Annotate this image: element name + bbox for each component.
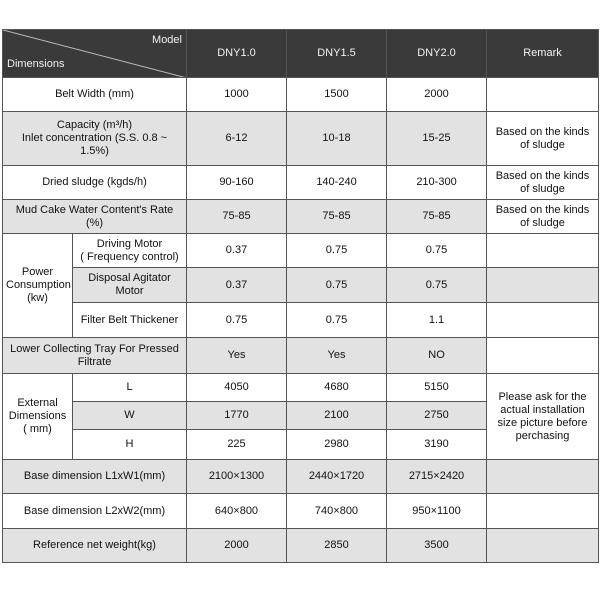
table-row-external-l bbox=[3, 374, 599, 402]
row-label bbox=[3, 112, 187, 166]
cell-value: 2100 bbox=[287, 402, 387, 430]
cell-value: 3190 bbox=[387, 430, 487, 460]
cell-value: 140-240 bbox=[287, 166, 387, 200]
table-row-mud-cake bbox=[3, 200, 599, 234]
row-label: Base dimension L2xW2(mm) bbox=[3, 494, 187, 529]
cell-value: 15-25 bbox=[387, 112, 487, 166]
table-row-base-l2w2 bbox=[3, 494, 599, 529]
header-row bbox=[3, 30, 599, 78]
remark-cell: Based on the kinds of sludge bbox=[487, 112, 599, 166]
table-row-power-agitator-motor bbox=[3, 268, 599, 303]
row-label-line: ( Frequency control) bbox=[80, 250, 179, 263]
cell-value: 2750 bbox=[387, 402, 487, 430]
group-label-line: ( mm) bbox=[23, 423, 52, 435]
cell-value: 2715×2420 bbox=[387, 460, 487, 494]
cell-value: 2000 bbox=[187, 529, 287, 563]
remark-cell bbox=[487, 494, 599, 529]
cell-value: 2000 bbox=[387, 78, 487, 112]
table-row-dried-sludge bbox=[3, 166, 599, 200]
cell-value: 1500 bbox=[287, 78, 387, 112]
group-label-line: Dimensions bbox=[8, 410, 67, 422]
remark-cell bbox=[487, 303, 599, 338]
model-header-dny2-0: DNY2.0 bbox=[387, 30, 487, 78]
cell-value: 740×800 bbox=[287, 494, 387, 529]
row-label: W bbox=[73, 402, 187, 430]
row-label: Filter Belt Thickener bbox=[73, 303, 187, 338]
row-label-line: Capacity (m³/h) bbox=[56, 119, 133, 131]
remark-cell bbox=[487, 529, 599, 563]
table-row-lower-tray bbox=[3, 338, 599, 374]
cell-value: 2850 bbox=[287, 529, 387, 563]
row-label-line: Lower Collecting Tray For Pressed bbox=[10, 342, 179, 355]
cell-value: 0.75 bbox=[187, 303, 287, 338]
cell-value: 75-85 bbox=[187, 200, 287, 234]
row-label bbox=[3, 338, 187, 374]
cell-value: Yes bbox=[187, 338, 287, 374]
table-row-power-driving-motor bbox=[3, 234, 599, 268]
cell-value: 0.75 bbox=[287, 268, 387, 303]
cell-value: 4680 bbox=[287, 374, 387, 402]
row-label: Dried sludge (kgds/h) bbox=[3, 166, 187, 200]
row-label: H bbox=[73, 430, 187, 460]
remark-cell bbox=[487, 338, 599, 374]
remark-cell: Based on the kinds of sludge bbox=[487, 166, 599, 200]
cell-value: 2440×1720 bbox=[287, 460, 387, 494]
group-label-line: (kw) bbox=[27, 292, 48, 304]
remark-cell: Please ask for the actual installation size picture before perchasing bbox=[487, 374, 599, 460]
cell-value: 10-18 bbox=[287, 112, 387, 166]
cell-value: 4050 bbox=[187, 374, 287, 402]
row-label-line: Motor bbox=[115, 285, 144, 297]
specification-table bbox=[2, 29, 599, 563]
group-label-line: Consumption bbox=[6, 279, 71, 291]
cell-value: 0.75 bbox=[387, 234, 487, 268]
row-label bbox=[73, 234, 187, 268]
group-label-line: Power bbox=[21, 266, 54, 278]
row-label-line: Driving Motor bbox=[96, 237, 163, 250]
cell-value: 0.75 bbox=[287, 234, 387, 268]
cell-value: 5150 bbox=[387, 374, 487, 402]
cell-value: 75-85 bbox=[287, 200, 387, 234]
cell-value: 6-12 bbox=[187, 112, 287, 166]
row-label: Belt Width (mm) bbox=[3, 78, 187, 112]
cell-value: 1770 bbox=[187, 402, 287, 430]
cell-value: 75-85 bbox=[387, 200, 487, 234]
cell-value: Yes bbox=[287, 338, 387, 374]
dimensions-label: Dimensions bbox=[7, 58, 65, 70]
cell-value: 1.1 bbox=[387, 303, 487, 338]
cell-value: 2100×1300 bbox=[187, 460, 287, 494]
cell-value: 2980 bbox=[287, 430, 387, 460]
cell-value: 0.75 bbox=[287, 303, 387, 338]
table-row-belt-width bbox=[3, 78, 599, 112]
row-label-line: 1.5%) bbox=[80, 145, 109, 157]
cell-value: 225 bbox=[187, 430, 287, 460]
model-dimensions-header bbox=[3, 30, 187, 78]
model-label: Model bbox=[152, 34, 182, 46]
row-label-line: Inlet concentration (S.S. 0.8 ~ bbox=[21, 132, 168, 144]
row-label: L bbox=[73, 374, 187, 402]
table-row-power-belt-thickener bbox=[3, 303, 599, 338]
cell-value: 3500 bbox=[387, 529, 487, 563]
cell-value: 0.37 bbox=[187, 234, 287, 268]
cell-value: 0.75 bbox=[387, 268, 487, 303]
cell-value: 210-300 bbox=[387, 166, 487, 200]
cell-value: 0.37 bbox=[187, 268, 287, 303]
row-label: Base dimension L1xW1(mm) bbox=[3, 460, 187, 494]
remark-header: Remark bbox=[487, 30, 599, 78]
external-group-label bbox=[3, 374, 73, 460]
remark-cell: Based on the kinds of sludge bbox=[487, 200, 599, 234]
row-label-line: Filtrate bbox=[77, 355, 112, 368]
table-row-net-weight bbox=[3, 529, 599, 563]
cell-value: 950×1100 bbox=[387, 494, 487, 529]
table-row-capacity bbox=[3, 112, 599, 166]
remark-cell bbox=[487, 268, 599, 303]
table-row-base-l1w1 bbox=[3, 460, 599, 494]
cell-value: 90-160 bbox=[187, 166, 287, 200]
model-header-dny1-0: DNY1.0 bbox=[187, 30, 287, 78]
row-label-line: Disposal Agitator bbox=[88, 272, 171, 284]
row-label: Mud Cake Water Content's Rate (%) bbox=[3, 200, 187, 234]
cell-value: 1000 bbox=[187, 78, 287, 112]
group-label-line: External bbox=[17, 397, 58, 409]
model-header-dny1-5: DNY1.5 bbox=[287, 30, 387, 78]
power-group-label bbox=[3, 234, 73, 338]
cell-value: NO bbox=[387, 338, 487, 374]
cell-value: 640×800 bbox=[187, 494, 287, 529]
row-label: Reference net weight(kg) bbox=[3, 529, 187, 563]
remark-cell bbox=[487, 78, 599, 112]
row-label bbox=[73, 268, 187, 303]
remark-cell bbox=[487, 460, 599, 494]
remark-cell bbox=[487, 234, 599, 268]
